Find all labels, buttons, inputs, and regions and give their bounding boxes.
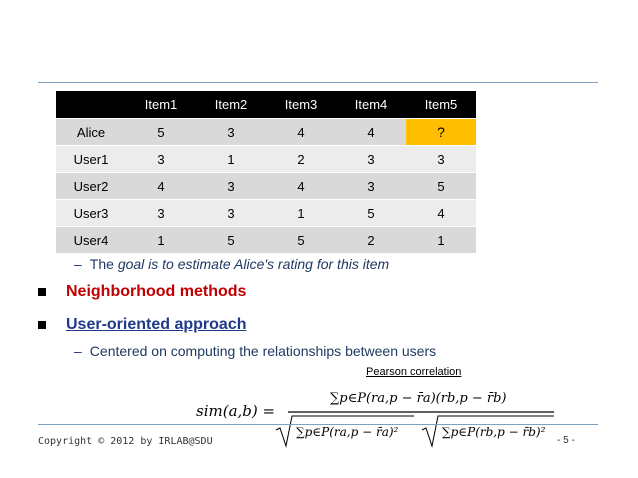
table-cell: 3 [196, 200, 266, 227]
table-header-cell: Item2 [196, 91, 266, 119]
table-header-cell [56, 91, 126, 119]
note-prefix: The [89, 256, 118, 272]
table-cell: 5 [126, 119, 196, 146]
table-cell: 4 [406, 200, 476, 227]
table-cell: 3 [126, 200, 196, 227]
formula-denominator-left: ∑p∈P(ra,p − r̄a)² [296, 425, 399, 439]
bullet-user-oriented-approach [38, 316, 246, 334]
table-cell: Alice [56, 119, 126, 146]
ratings-table [56, 91, 476, 254]
formula-denominator-right: ∑p∈P(rb,p − r̄b)² [442, 425, 546, 439]
table-cell: 4 [266, 119, 336, 146]
table-cell: 1 [196, 146, 266, 173]
table-cell: 4 [266, 173, 336, 200]
table-cell: 4 [126, 173, 196, 200]
bottom-divider [38, 424, 598, 425]
table-cell: 5 [406, 173, 476, 200]
table-cell: 5 [336, 200, 406, 227]
pearson-correlation-label: Pearson correlation [366, 366, 462, 378]
page-number: - 5 - [557, 435, 575, 446]
table-cell: 1 [126, 227, 196, 254]
table-cell: 5 [266, 227, 336, 254]
bullet-label: User-oriented approach [66, 316, 247, 333]
table-row [56, 200, 476, 227]
table-cell: 2 [336, 227, 406, 254]
square-bullet-icon [38, 288, 46, 296]
pearson-formula [196, 380, 556, 454]
copyright-text: Copyright © 2012 by IRLAB@SDU [38, 436, 213, 447]
formula-numerator: ∑p∈P(ra,p − r̄a)(rb,p − r̄b) [330, 391, 507, 406]
dash-marker: – [74, 343, 82, 359]
table-cell: 5 [196, 227, 266, 254]
table-cell: 3 [406, 146, 476, 173]
table-cell: 3 [196, 173, 266, 200]
table-header-cell: Item1 [126, 91, 196, 119]
table-cell: User4 [56, 227, 126, 254]
table-cell: User2 [56, 173, 126, 200]
table-cell: User1 [56, 146, 126, 173]
table-cell: 2 [266, 146, 336, 173]
bullet-neighborhood-methods [38, 283, 246, 301]
table-row [56, 146, 476, 173]
table-header-row [56, 91, 476, 119]
table-header-cell: Item4 [336, 91, 406, 119]
table-cell: 3 [126, 146, 196, 173]
table-cell: User3 [56, 200, 126, 227]
table-cell: 3 [336, 173, 406, 200]
table-cell: 3 [196, 119, 266, 146]
note-italic-text: goal is to estimate Alice's rating for this item [117, 256, 390, 272]
table-row [56, 173, 476, 200]
table-cell: 3 [336, 146, 406, 173]
formula-graphic [196, 380, 556, 454]
table-cell: 1 [406, 227, 476, 254]
top-divider [38, 82, 598, 83]
formula-lhs: sim(a,b) = [196, 402, 276, 420]
table-cell: 1 [266, 200, 336, 227]
table-cell: 4 [336, 119, 406, 146]
unknown-rating-cell: ? [406, 119, 476, 146]
table-header-cell: Item5 [406, 91, 476, 119]
table-header-cell: Item3 [266, 91, 336, 119]
square-bullet-icon [38, 321, 46, 329]
sub-point [74, 343, 436, 359]
table-row [56, 119, 476, 146]
bullet-label: Neighborhood methods [66, 283, 247, 300]
goal-note [74, 256, 389, 272]
sub-point-text: Centered on computing the relationships between users [89, 343, 437, 359]
dash-marker: – [74, 256, 82, 272]
table-row [56, 227, 476, 254]
